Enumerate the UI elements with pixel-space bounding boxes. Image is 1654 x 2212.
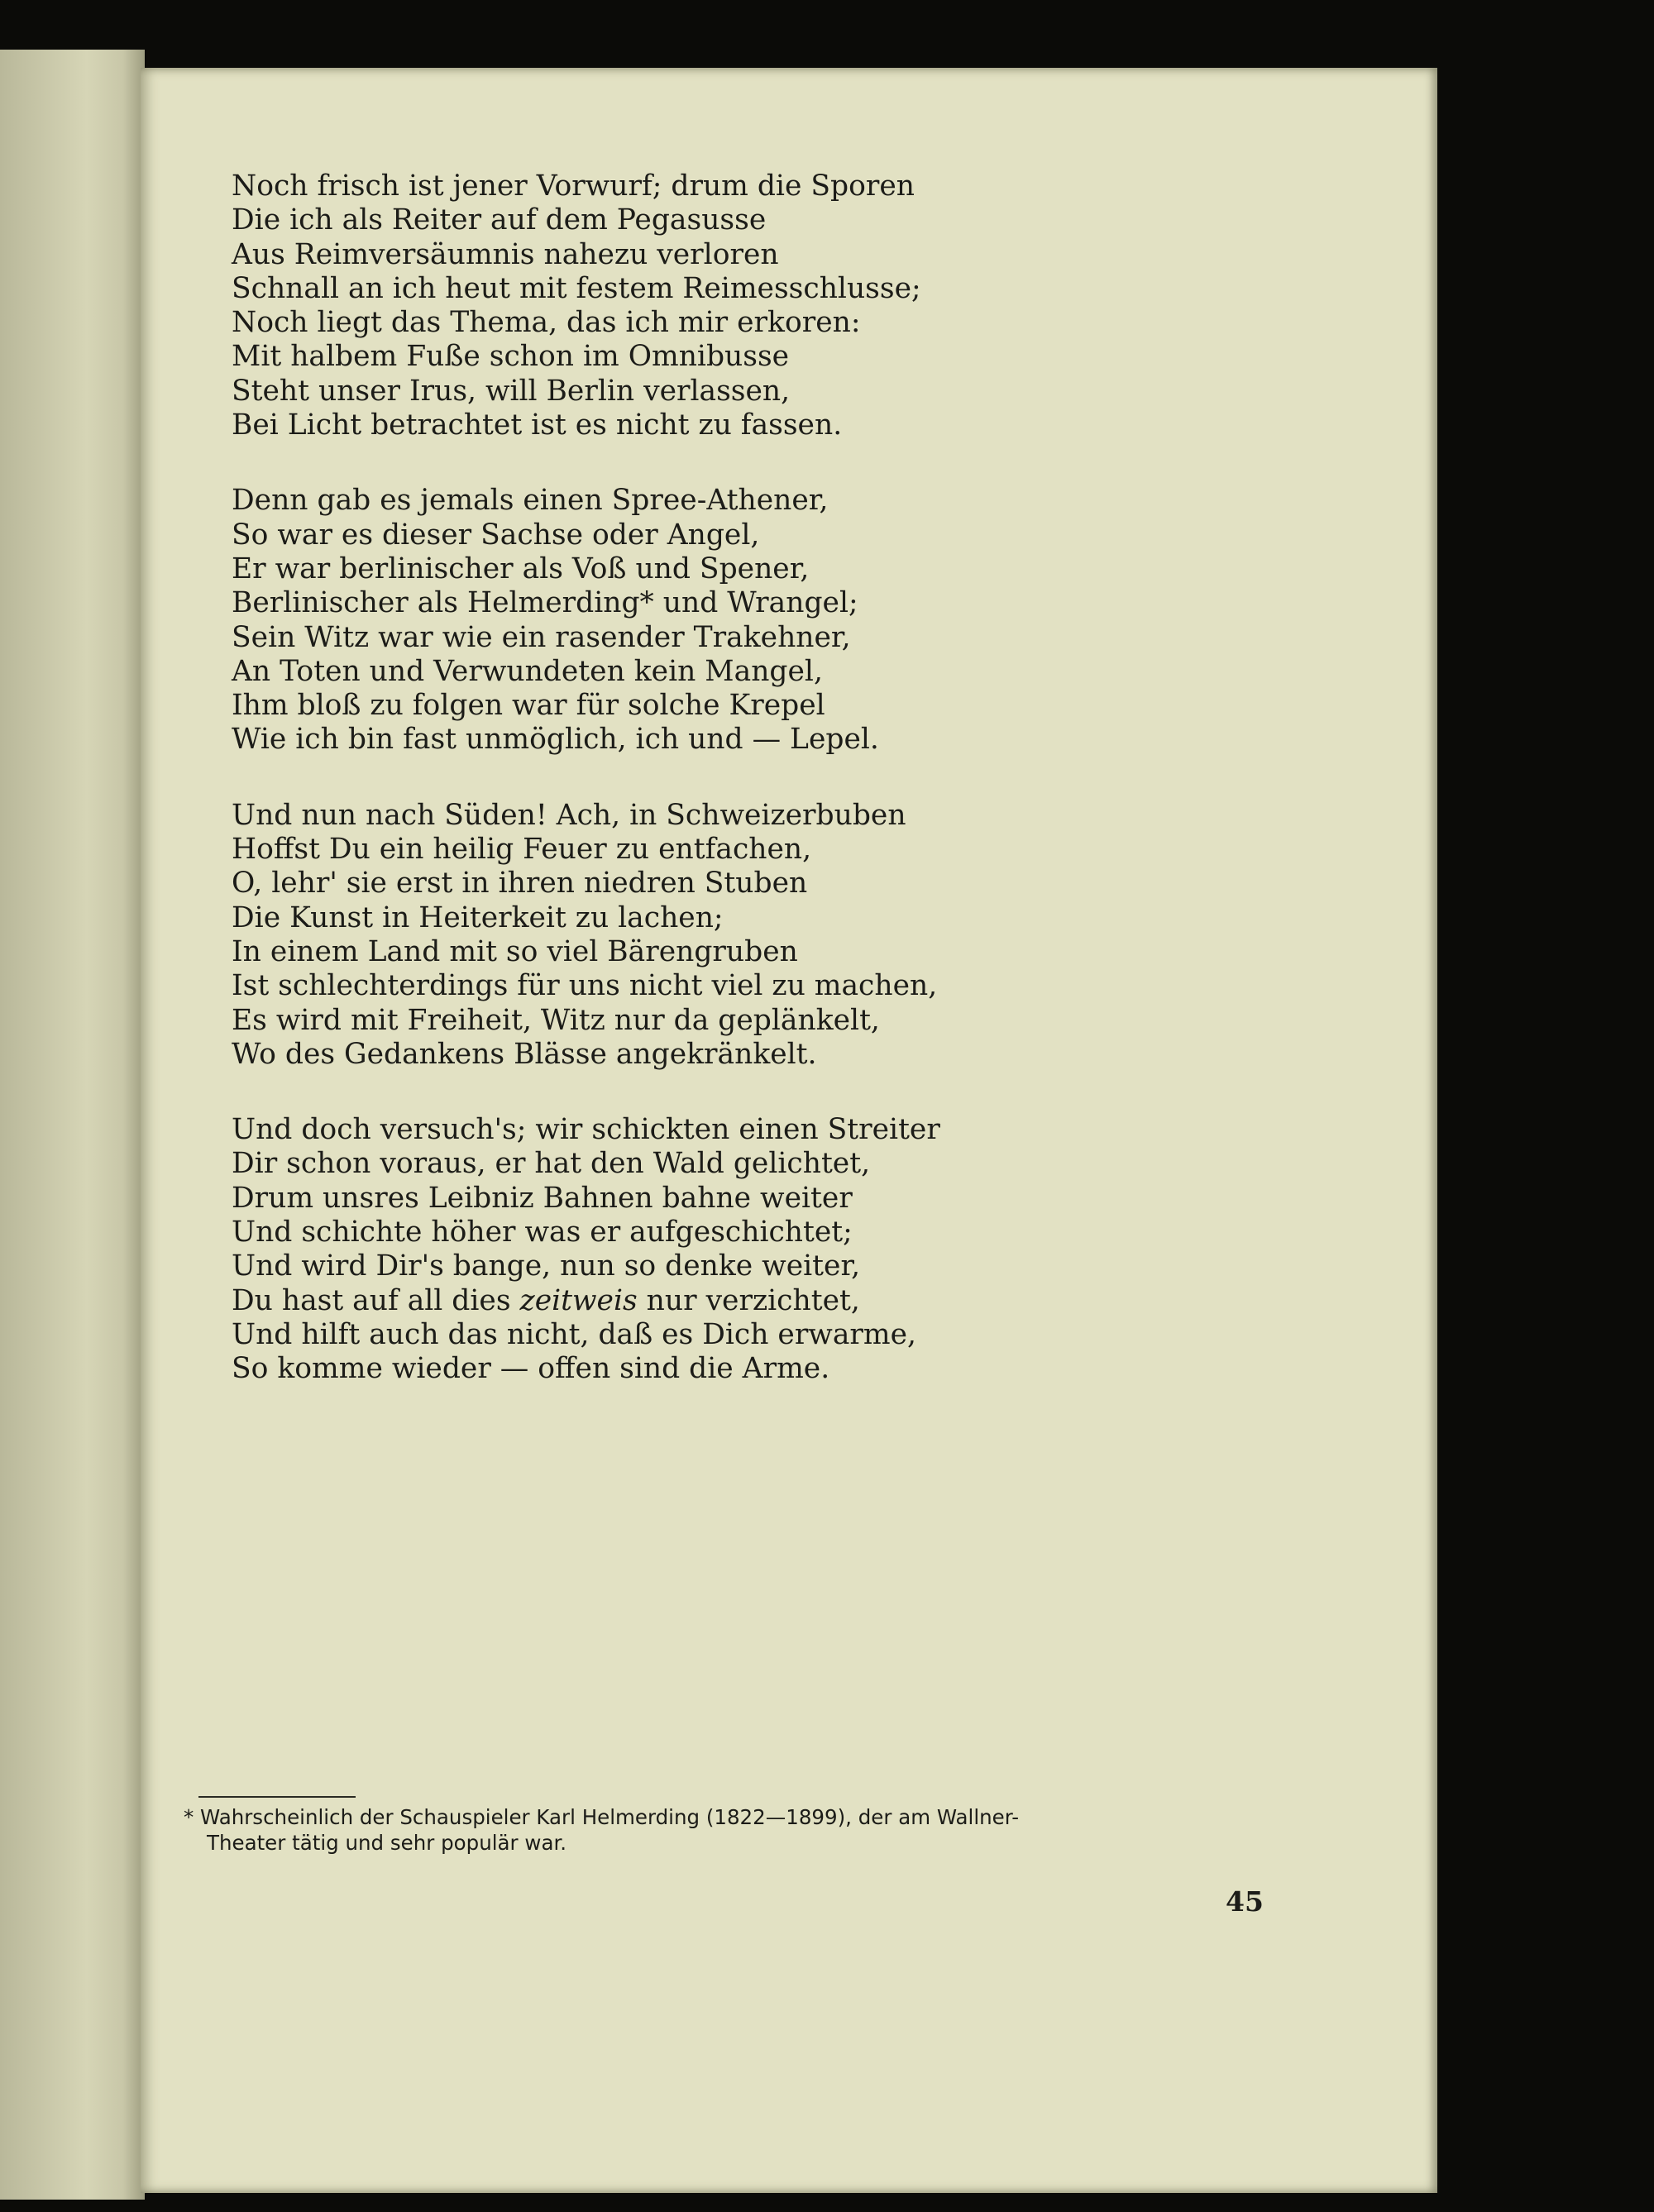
poem-line: Schnall an ich heut mit festem Reimesschlusse; <box>232 271 921 305</box>
poem-line: Mit halbem Fuße schon im Omnibusse <box>232 340 790 374</box>
poem-line: Und schichte höher was er aufgeschichtet; <box>232 1216 853 1249</box>
footnote-line: * Wahrscheinlich der Schauspieler Karl Helmerding (1822—1899), der am Wallner- <box>184 1805 1020 1829</box>
poem-line: Und doch versuch's; wir schickten einen Streiter <box>232 1113 940 1147</box>
poem-line: In einem Land mit so viel Bärengruben <box>232 934 798 968</box>
stanza-2 <box>232 484 1183 757</box>
poem <box>232 170 1183 1428</box>
poem-line: Noch frisch ist jener Vorwurf; drum die Sporen <box>232 170 915 203</box>
poem-line: Sein Witz war wie ein rasender Trakehner, <box>232 620 851 654</box>
italic-word: zeitweis <box>519 1283 638 1317</box>
poem-line: Hoffst Du ein heilig Feuer zu entfachen, <box>232 833 812 867</box>
poem-line: Und hilft auch das nicht, daß es Dich erwarme, <box>232 1317 916 1351</box>
poem-line: Die ich als Reiter auf dem Pegasusse <box>232 203 767 237</box>
poem-line: Drum unsres Leibniz Bahnen bahne weiter <box>232 1181 853 1215</box>
poem-line: Denn gab es jemals einen Spree-Athener, <box>232 484 829 518</box>
poem-line: Wo des Gedankens Blässe angekränkelt. <box>232 1037 817 1071</box>
poem-line: Bei Licht betrachtet ist es nicht zu fassen. <box>232 408 843 442</box>
poem-line: Die Kunst in Heiterkeit zu lachen; <box>232 901 724 934</box>
footnote-line: Theater tätig und sehr populär war. <box>207 1831 567 1855</box>
text-run: Du hast auf all dies <box>232 1283 520 1317</box>
poem-line: Ihm bloß zu folgen war für solche Krepel <box>232 689 825 723</box>
poem-line: Und nun nach Süden! Ach, in Schweizerbuben <box>232 798 906 832</box>
poem-line: Dir schon voraus, er hat den Wald gelichtet, <box>232 1147 871 1181</box>
poem-line: Es wird mit Freiheit, Witz nur da geplänkelt, <box>232 1003 880 1037</box>
footnote <box>184 1804 1259 1856</box>
poem-line: Berlinischer als Helmerding* und Wrangel; <box>232 586 858 620</box>
footnote-divider <box>198 1796 356 1798</box>
poem-line: An Toten und Verwundeten kein Mangel, <box>232 654 823 688</box>
poem-line: Noch liegt das Thema, das ich mir erkoren: <box>232 306 861 340</box>
stanza-4 <box>232 1113 1183 1386</box>
stanza-1 <box>232 170 1183 442</box>
dark-background <box>1437 50 1654 2212</box>
poem-line: Und wird Dir's bange, nun so denke weiter, <box>232 1249 861 1283</box>
poem-line: Aus Reimversäumnis nahezu verloren <box>232 237 779 271</box>
poem-line: Er war berlinischer als Voß und Spener, <box>232 552 810 585</box>
poem-line: Wie ich bin fast unmöglich, ich und — Lepel. <box>232 723 879 757</box>
poem-line: Steht unser Irus, will Berlin verlassen, <box>232 374 791 408</box>
facing-page-edge <box>0 50 145 2200</box>
poem-line: Ist schlechterdings für uns nicht viel zu machen, <box>232 969 938 1003</box>
poem-line: So komme wieder — offen sind die Arme. <box>232 1352 830 1386</box>
poem-line: O, lehr' sie erst in ihren niedren Stuben <box>232 867 808 901</box>
page-number: 45 <box>1226 1885 1264 1918</box>
poem-line-italic <box>232 1284 1183 1318</box>
stanza-3 <box>232 799 1183 1072</box>
poem-line: So war es dieser Sachse oder Angel, <box>232 518 760 552</box>
text-run: nur verzichtet, <box>637 1283 860 1317</box>
